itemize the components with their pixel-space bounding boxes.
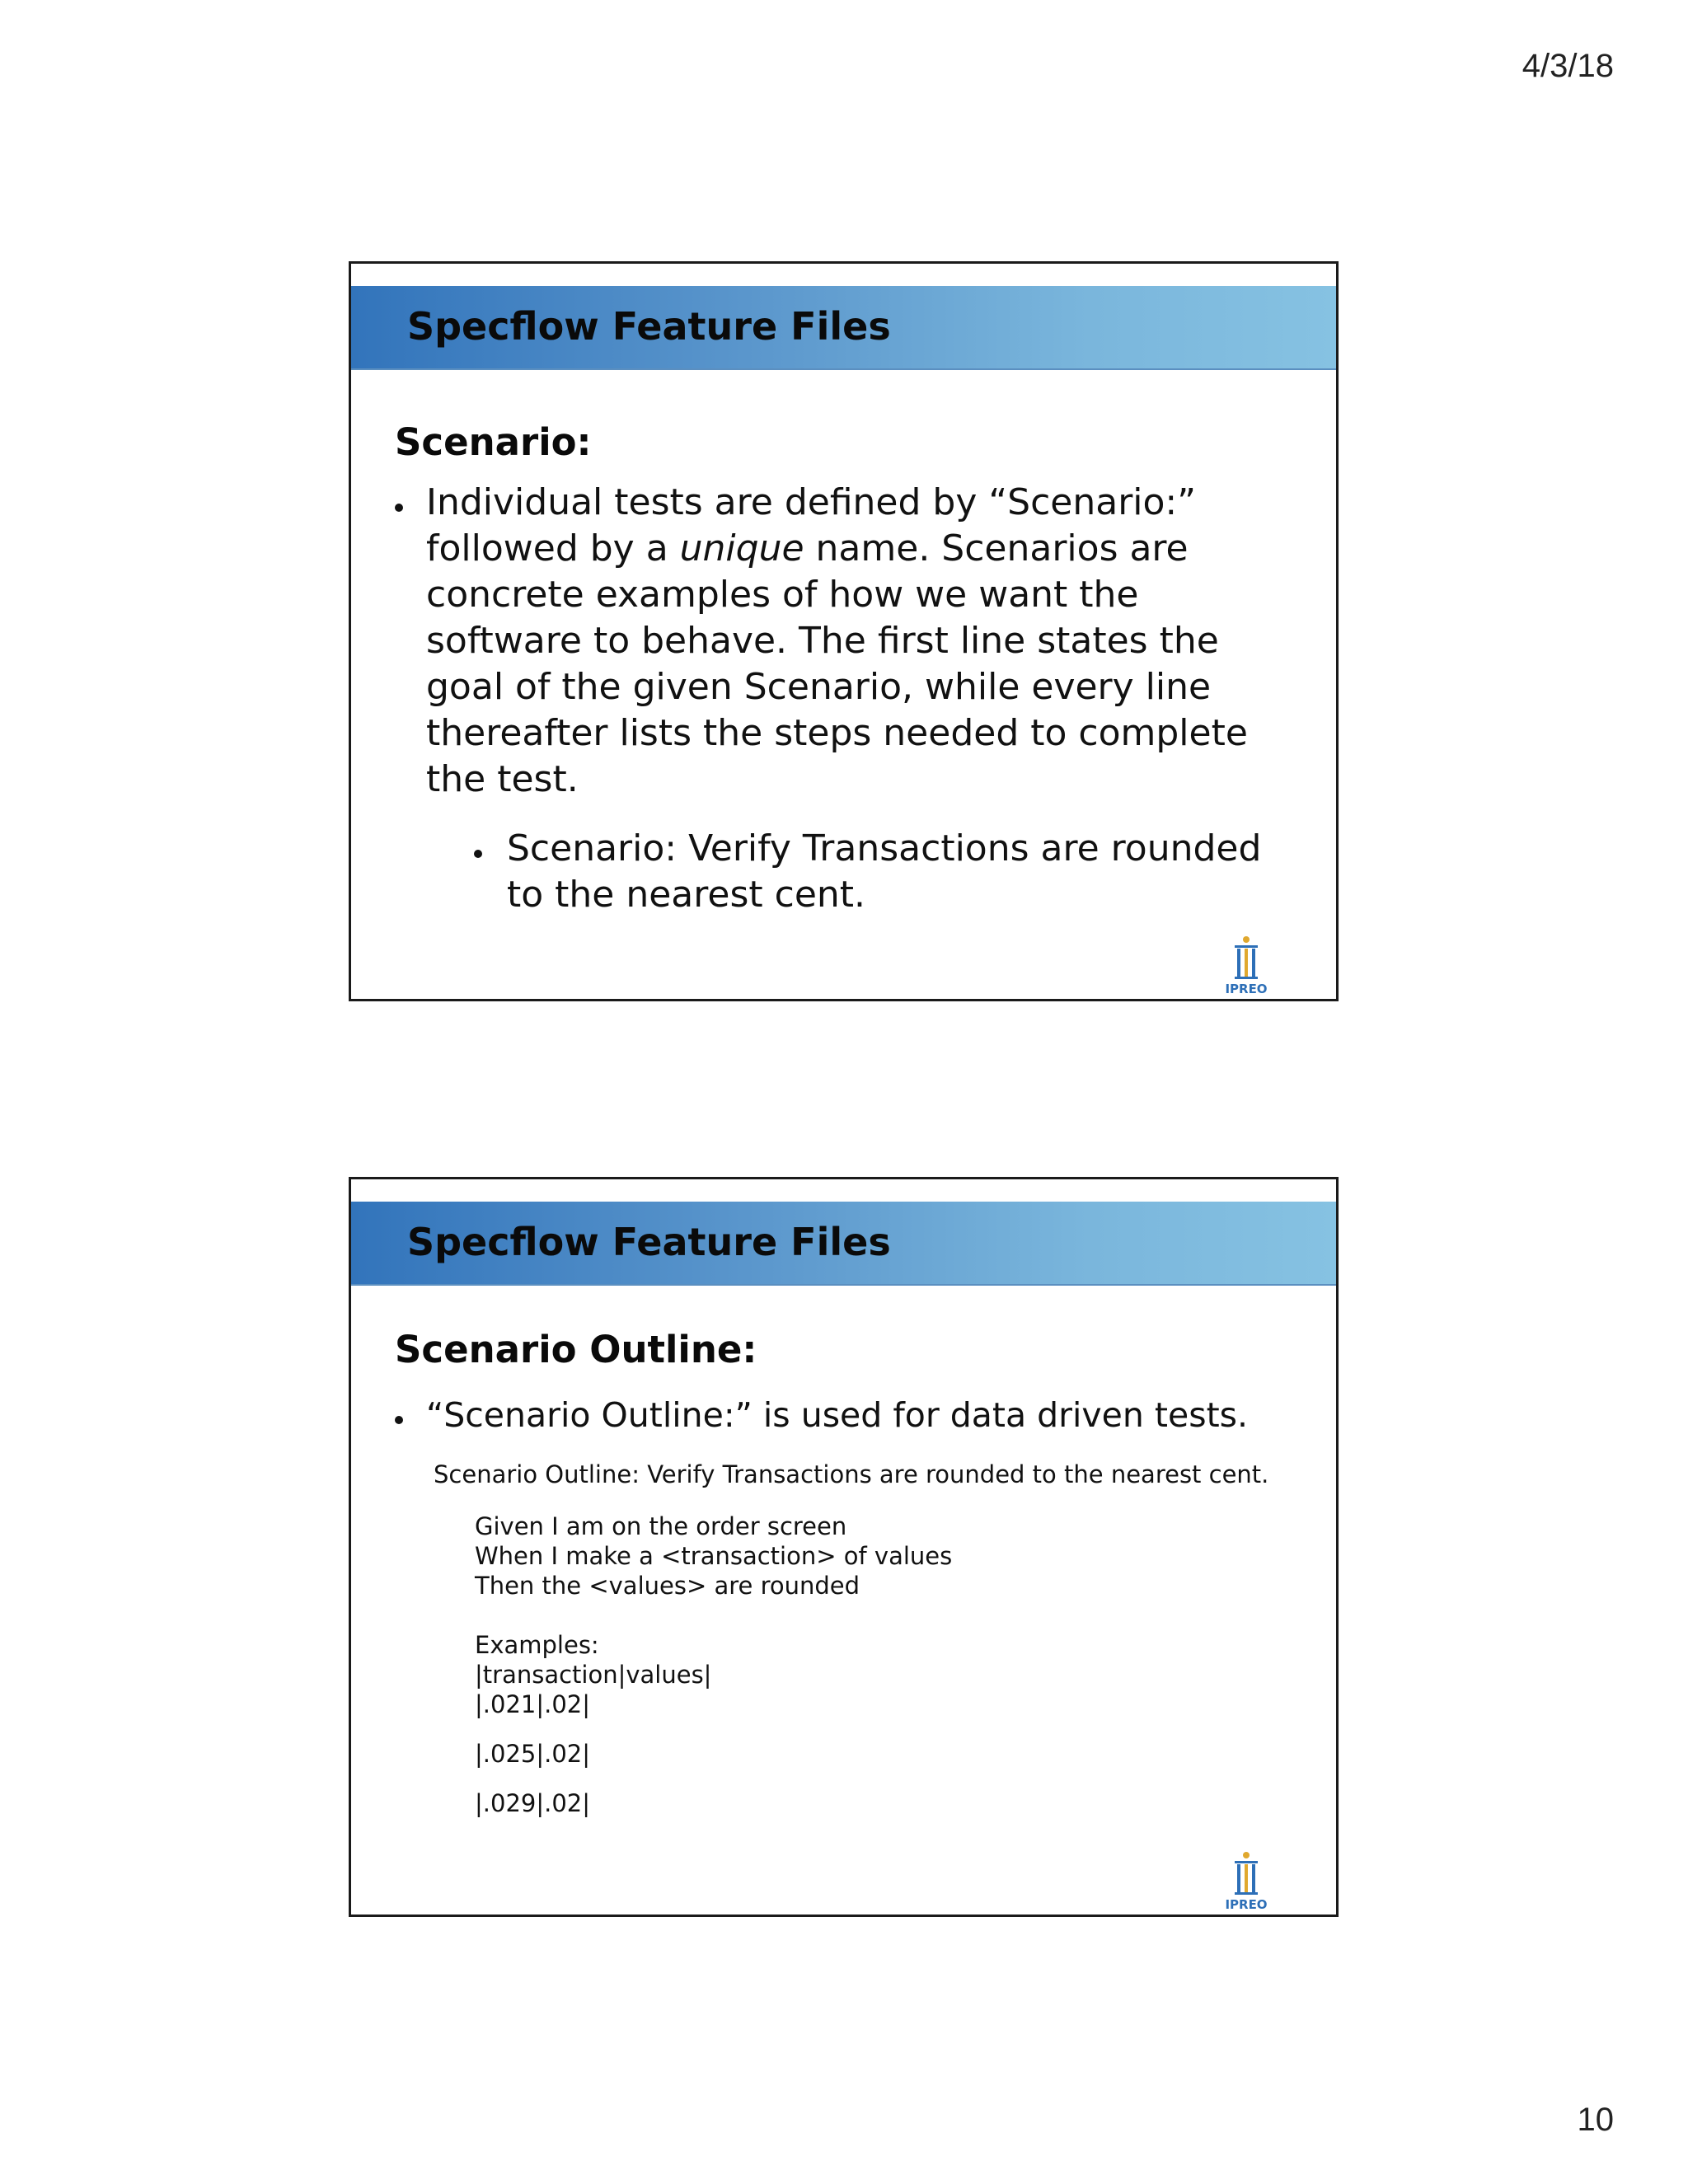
slide-header (351, 1202, 1336, 1286)
example-row: |.021|.02| (475, 1690, 591, 1718)
page-number: 10 (1577, 2102, 1614, 2138)
slide-scenario-outline (349, 1177, 1339, 1917)
bullet-line (426, 526, 1248, 572)
bullet-line-part: name. Scenarios are (804, 527, 1189, 569)
emphasis-text: unique (679, 527, 804, 569)
bullet-line: the test. (426, 758, 579, 800)
examples-block (475, 1630, 711, 1818)
page-date: 4/3/18 (1522, 48, 1614, 84)
bullet-line: Individual tests are defined by “Scenario:” (426, 481, 1197, 523)
bullet-dot-icon (474, 850, 482, 858)
bullet-dot-icon (395, 1416, 403, 1424)
bullet-item (395, 1392, 1248, 1438)
bullet-line: Scenario: Verify Transactions are rounded (507, 827, 1262, 869)
outline-title: Scenario Outline: Verify Transactions are rounded to the nearest cent. (434, 1460, 1269, 1488)
bullet-line: concrete examples of how we want the (426, 574, 1139, 616)
slide-title: Specflow Feature Files (407, 304, 891, 349)
bullet-text: “Scenario Outline:” is used for data driven tests. (426, 1395, 1249, 1435)
step-line: Then the <values> are rounded (475, 1572, 860, 1600)
ipreo-logo-icon (1221, 935, 1272, 996)
slide-header (351, 286, 1336, 370)
logo-text: IPREO (1225, 982, 1268, 996)
bullet-text (426, 480, 1248, 803)
slide-title: Specflow Feature Files (407, 1220, 891, 1264)
example-row: |.029|.02| (475, 1789, 591, 1817)
sub-bullet-item (474, 826, 1261, 918)
step-line: Given I am on the order screen (475, 1512, 847, 1540)
ipreo-logo-icon (1221, 1850, 1272, 1911)
bullet-item (395, 480, 1248, 803)
bullet-line: software to behave. The first line states the (426, 620, 1219, 662)
section-heading: Scenario Outline: (395, 1328, 757, 1371)
examples-label: Examples: (475, 1631, 599, 1659)
bullet-line: to the nearest cent. (507, 874, 866, 916)
example-row: |.025|.02| (475, 1740, 591, 1768)
logo-text: IPREO (1225, 1897, 1268, 1911)
bullet-line: thereafter lists the steps needed to complete (426, 712, 1248, 754)
outline-steps (475, 1511, 952, 1601)
examples-header: |transaction|values| (475, 1661, 712, 1689)
bullet-dot-icon (395, 504, 403, 512)
step-line: When I make a <transaction> of values (475, 1542, 953, 1570)
bullet-line: goal of the given Scenario, while every line (426, 666, 1212, 708)
section-heading: Scenario: (395, 420, 592, 464)
bullet-line-part: followed by a (426, 527, 680, 569)
slide-scenario (349, 261, 1339, 1001)
sub-bullet-text (507, 826, 1261, 918)
